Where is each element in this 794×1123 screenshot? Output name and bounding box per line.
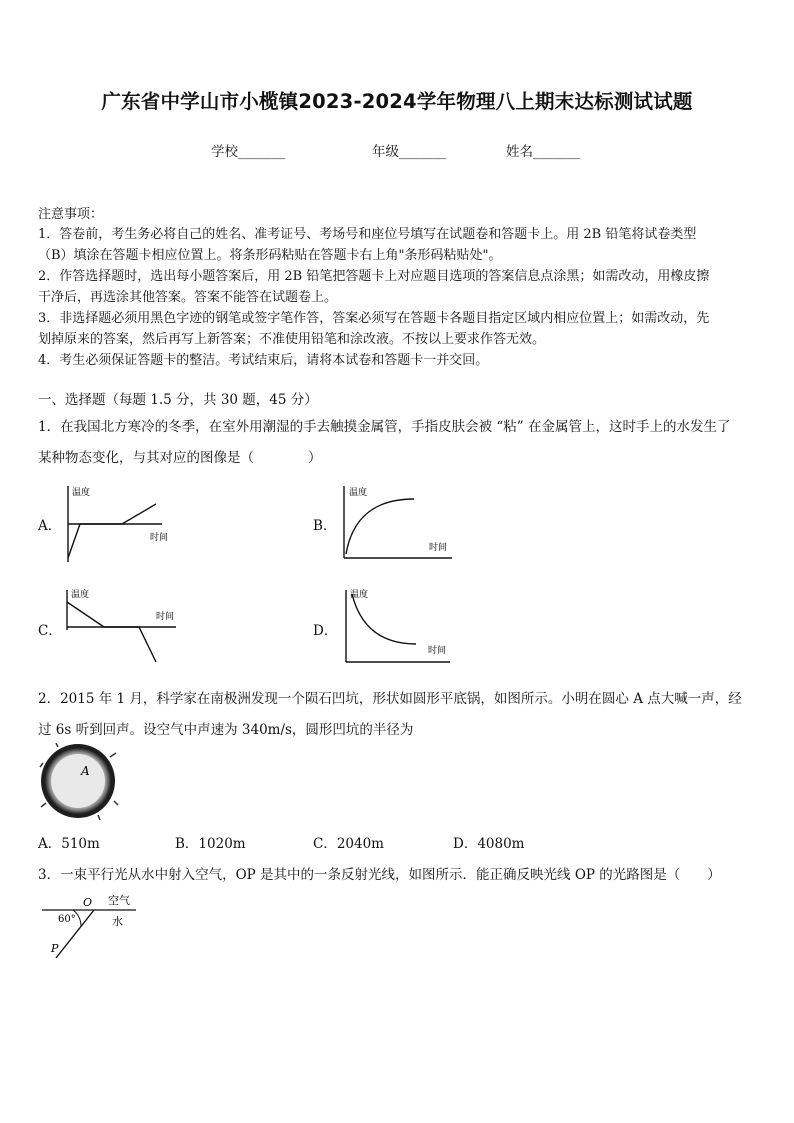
axis-label-temp: 温度 xyxy=(71,590,90,600)
option-b-label: B． xyxy=(313,518,337,534)
axis-label-temp: 温度 xyxy=(349,488,368,498)
graph-a xyxy=(60,482,180,564)
question-2-line1: 2．2015 年 1 月，科学家在南极洲发现一个陨石凹坑，形状如圆形平底锅，如图所示。小明在圆心 A 点大喊一声，经 xyxy=(38,691,742,707)
point-p-label: P xyxy=(51,942,59,955)
axis-label-time: 时间 xyxy=(429,543,448,553)
graph-d xyxy=(338,586,458,666)
notice-heading: 注意事项： xyxy=(38,207,104,222)
option-d-label: D． xyxy=(313,623,338,639)
crater-figure xyxy=(38,743,120,821)
name-field: 姓名_______ xyxy=(506,144,581,160)
notice-line: 1．答卷前，考生务必将自己的姓名、准考证号、考场号和座位号填写在试题卷和答题卡上。用 2B 铅笔将试卷类型 xyxy=(38,227,697,242)
air-label: 空气 xyxy=(108,894,130,907)
notice-line: （B）填涂在答题卡相应位置上。将条形码粘贴在答题卡右上角"条形码粘贴处"。 xyxy=(38,248,502,263)
graph-c xyxy=(60,586,180,664)
axis-label-temp: 温度 xyxy=(350,590,369,600)
question-1-line2: 某种物态变化，与其对应的图像是（ ） xyxy=(38,450,322,466)
angle-label: 60° xyxy=(58,914,76,925)
reflection-figure xyxy=(38,890,148,962)
notice-line: 划掉原来的答案，然后再写上新答案；不准使用铅笔和涂改液。不按以上要求作答无效。 xyxy=(38,332,546,347)
question-3-line1: 3．一束平行光从水中射入空气，OP 是其中的一条反射光线，如图所示．能正确反映光线 OP 的光路图是（ ） xyxy=(38,867,721,883)
school-field: 学校_______ xyxy=(211,144,286,160)
question-1-line1: 1．在我国北方寒冷的冬季，在室外用潮湿的手去触摸金属管，手指皮肤会被 “粘” 在金属管上，这时手上的水发生了 xyxy=(38,419,731,435)
option-b: B．1020m xyxy=(175,836,246,852)
option-c-label: C． xyxy=(38,623,62,639)
point-a-label: A xyxy=(81,764,90,778)
axis-label-time: 时间 xyxy=(150,533,169,543)
option-a-label: A． xyxy=(38,518,62,534)
section-heading: 一、选择题（每题 1.5 分，共 30 题，45 分） xyxy=(38,392,318,408)
option-a: A．510m xyxy=(38,836,100,852)
option-c: C．2040m xyxy=(313,836,384,852)
point-o-label: O xyxy=(83,896,93,909)
water-label: 水 xyxy=(112,915,123,928)
axis-label-time: 时间 xyxy=(156,612,175,622)
notice-line: 2．作答选择题时，选出每小题答案后，用 2B 铅笔把答题卡上对应题目选项的答案信息点涂黑；如需改动，用橡皮擦 xyxy=(38,269,710,284)
page-title: 广东省中学山市小榄镇2023-2024学年物理八上期末达标测试试题 xyxy=(101,90,693,113)
question-2-line2: 过 6s 听到回声。设空气中声速为 340m/s，圆形凹坑的半径为 xyxy=(38,722,414,738)
notice-line: 3．非选择题必须用黑色字迹的钢笔或签字笔作答，答案必须写在答题卡各题目指定区域内相应位置上；如需改动，先 xyxy=(38,311,710,326)
notice-line: 干净后，再选涂其他答案。答案不能答在试题卷上。 xyxy=(38,290,338,305)
graph-b xyxy=(338,482,458,562)
option-d: D．4080m xyxy=(453,836,525,852)
axis-label-time: 时间 xyxy=(428,646,447,656)
grade-field: 年级_______ xyxy=(372,144,447,160)
axis-label-temp: 温度 xyxy=(72,488,91,498)
notice-line: 4．考生必须保证答题卡的整洁。考试结束后，请将本试卷和答题卡一并交回。 xyxy=(38,353,489,368)
